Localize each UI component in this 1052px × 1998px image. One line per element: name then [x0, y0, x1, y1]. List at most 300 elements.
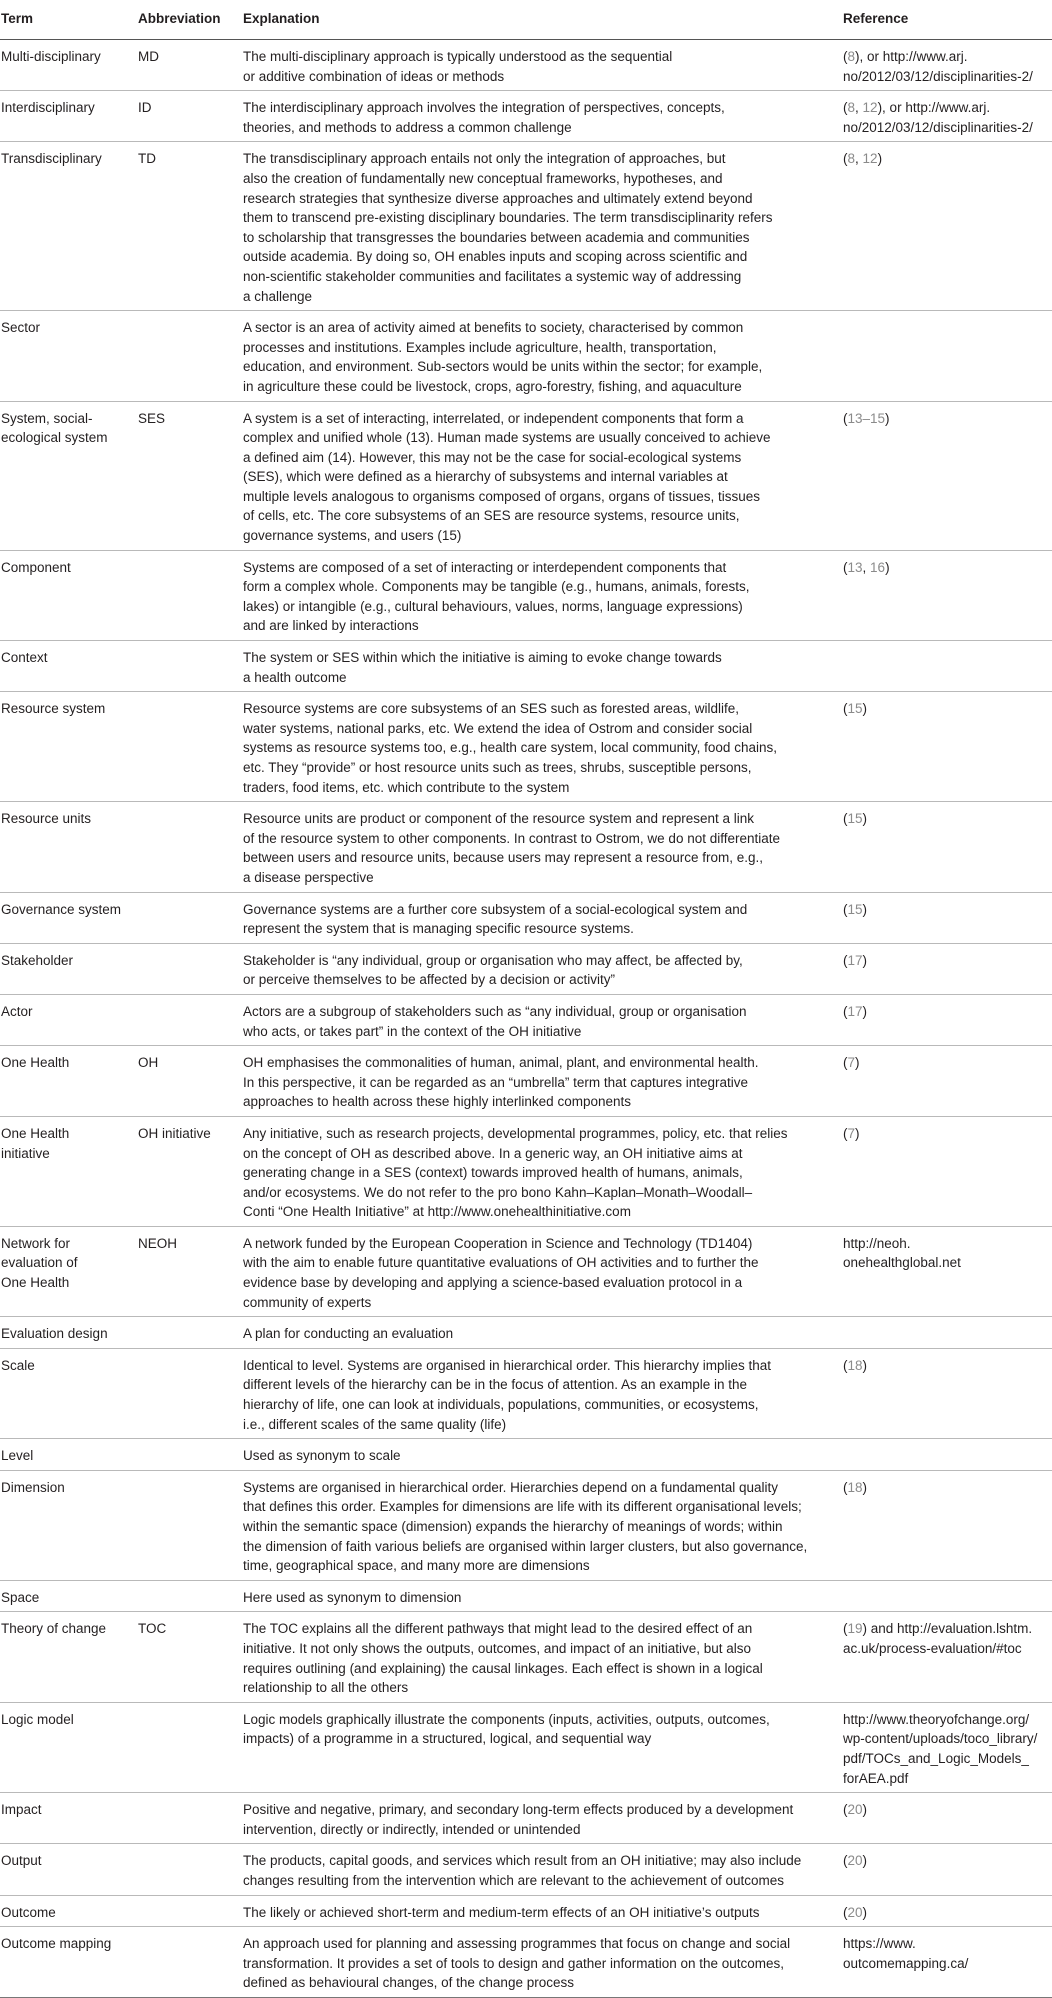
explanation-line: (SES), which were defined as a hierarchy of subsystems and internal variables at [243, 469, 728, 485]
table-row [0, 1470, 1052, 1580]
reference-text: ( [843, 1125, 848, 1141]
reference-line [843, 118, 1046, 138]
reference-text: ) [862, 901, 868, 917]
citation-number: 12 [862, 100, 878, 116]
term-cell [0, 943, 137, 994]
abbreviation-cell [137, 1702, 242, 1792]
reference-text: ) [862, 952, 868, 968]
term-line: Context [1, 650, 48, 666]
explanation-cell [242, 1702, 842, 1792]
term-line: Outcome [1, 1904, 56, 1920]
term-cell [0, 1116, 137, 1226]
term-cell [0, 311, 137, 401]
term-line: Space [1, 1589, 40, 1605]
explanation-cell [242, 1116, 842, 1226]
reference-line [843, 1234, 1046, 1254]
abbreviation-cell [137, 550, 242, 640]
abbreviation-cell: MD [137, 40, 242, 91]
table-row [0, 994, 1052, 1045]
reference-text: forAEA.pdf [843, 1770, 909, 1786]
explanation-line: processes and institutions. Examples include agriculture, health, transportation, [243, 339, 717, 355]
citation-number: 15 [847, 701, 863, 717]
reference-text: ) [862, 1003, 868, 1019]
term-line: ecological system [1, 430, 108, 446]
abbreviation-cell [137, 1470, 242, 1580]
reference-line [843, 1749, 1046, 1769]
explanation-line: a challenge [243, 288, 313, 304]
explanation-line: The multi-disciplinary approach is typically understood as the sequential [243, 49, 673, 64]
explanation-cell [242, 1793, 842, 1844]
explanation-line: relationship to all the others [243, 1680, 409, 1696]
explanation-cell [242, 692, 842, 802]
explanation-cell [242, 1439, 842, 1471]
reference-cell [842, 1895, 1052, 1927]
explanation-line: the dimension of faith various beliefs are organised within larger clusters, but also governance, [243, 1538, 808, 1554]
term-line: Logic model [1, 1711, 74, 1727]
citation-number: 12 [862, 151, 878, 167]
abbreviation-cell: SES [137, 401, 242, 550]
reference-text: ( [843, 1357, 848, 1373]
reference-text: http://www.theoryofchange.org/ [843, 1711, 1030, 1727]
abbreviation-cell [137, 1793, 242, 1844]
reference-cell [842, 943, 1052, 994]
explanation-line: education, and environment. Sub-sectors would be units within the sector; for example, [243, 359, 763, 375]
table-row [0, 1317, 1052, 1349]
reference-line [843, 1002, 1046, 1022]
reference-text: ), or http://www.arj. [877, 100, 991, 116]
abbreviation-cell: TD [137, 142, 242, 311]
reference-text: no/2012/03/12/disciplinarities-2/ [843, 68, 1033, 84]
reference-cell [842, 1116, 1052, 1226]
table-row [0, 692, 1052, 802]
explanation-cell [242, 1046, 842, 1117]
reference-line [843, 1729, 1046, 1749]
explanation-line: them to transcend pre-existing disciplinary boundaries. The term transdisciplinarity refers [243, 210, 773, 226]
reference-line [843, 809, 1046, 829]
table-row [0, 1895, 1052, 1927]
reference-cell [842, 1580, 1052, 1612]
table-header [0, 0, 1052, 40]
explanation-line: The interdisciplinary approach involves the integration of perspectives, concepts, [243, 100, 725, 116]
abbreviation-cell [137, 692, 242, 802]
abbreviation-cell [137, 1927, 242, 1998]
term-line: Multi-disciplinary [1, 49, 101, 64]
reference-cell [842, 692, 1052, 802]
reference-line [843, 1124, 1046, 1144]
abbreviation-cell: OH initiative [137, 1116, 242, 1226]
explanation-cell [242, 1317, 842, 1349]
citation-number: 20 [847, 1802, 863, 1818]
abbreviation-cell [137, 892, 242, 943]
explanation-line: theories, and methods to address a common challenge [243, 119, 572, 135]
explanation-cell [242, 401, 842, 550]
reference-cell [842, 1927, 1052, 1998]
header-reference: Reference [842, 0, 1052, 40]
explanation-line: The system or SES within which the initiative is aiming to evoke change towards [243, 650, 722, 666]
reference-text: wp-content/uploads/toco_library/ [843, 1731, 1038, 1747]
reference-cell [842, 1317, 1052, 1349]
explanation-line: generating change in a SES (context) towards improved health of humans, animals, [243, 1165, 743, 1181]
explanation-line: Actors are a subgroup of stakeholders such as “any individual, group or organisation [243, 1003, 747, 1019]
reference-cell [842, 1470, 1052, 1580]
explanation-line: Governance systems are a further core subsystem of a social-ecological system and [243, 901, 748, 917]
explanation-line: initiative. It not only shows the outputs, outcomes, and impact of an initiative, but also [243, 1640, 752, 1656]
term-cell [0, 1580, 137, 1612]
explanation-line: a disease perspective [243, 869, 374, 885]
reference-line [843, 98, 1046, 118]
term-cell [0, 892, 137, 943]
term-line: Impact [1, 1802, 42, 1818]
term-line: Sector [1, 320, 41, 336]
reference-text: ) [862, 1357, 868, 1373]
abbreviation-cell: OH [137, 1046, 242, 1117]
abbreviation-cell [137, 802, 242, 892]
reference-text: ( [843, 100, 848, 116]
explanation-line: The likely or achieved short-term and medium-term effects of an OH initiative’s outputs [243, 1904, 760, 1920]
explanation-line: A network funded by the European Cooperation in Science and Technology (TD1404) [243, 1235, 753, 1251]
abbreviation-cell [137, 1439, 242, 1471]
reference-text: ) [862, 1853, 868, 1869]
abbreviation-cell [137, 641, 242, 692]
explanation-line: on the concept of OH as described above. In a generic way, an OH initiative aims at [243, 1145, 743, 1161]
table-row [0, 802, 1052, 892]
explanation-line: and are linked by interactions [243, 618, 419, 634]
reference-text: ( [843, 49, 848, 64]
reference-line [843, 1619, 1046, 1639]
explanation-cell [242, 550, 842, 640]
explanation-cell [242, 892, 842, 943]
explanation-line: The TOC explains all the different pathways that might lead to the desired effect of an [243, 1621, 753, 1637]
explanation-line: with the aim to enable future quantitative evaluations of OH activities and to further the [243, 1255, 759, 1271]
reference-cell [842, 892, 1052, 943]
explanation-line: represent the system that is managing specific resource systems. [243, 921, 634, 937]
table-row [0, 401, 1052, 550]
term-cell [0, 550, 137, 640]
table-row [0, 1612, 1052, 1702]
explanation-line: Positive and negative, primary, and secondary long-term effects produced by a development [243, 1802, 794, 1818]
reference-text: ( [843, 1479, 848, 1495]
citation-number: 18 [847, 1357, 863, 1373]
explanation-line: transformation. It provides a set of tools to design and gather information on the outcomes, [243, 1955, 785, 1971]
explanation-cell [242, 91, 842, 142]
term-line: Theory of change [1, 1621, 107, 1637]
abbreviation-cell: NEOH [137, 1226, 242, 1316]
explanation-line: and/or ecosystems. We do not refer to the pro bono Kahn–Kaplan–Monath–Woodall– [243, 1184, 753, 1200]
reference-text: ) [855, 1125, 860, 1141]
explanation-cell [242, 1226, 842, 1316]
explanation-line: traders, food items, etc. which contribute to the system [243, 779, 570, 795]
table-row [0, 892, 1052, 943]
term-line: Stakeholder [1, 952, 74, 968]
explanation-line: that defines this order. Examples for dimensions are life with its different organisational levels; [243, 1499, 802, 1515]
explanation-line: within the semantic space (dimension) expands the hierarchy of meanings of words; within [243, 1519, 783, 1534]
explanation-line: Resource units are product or component of the resource system and represent a link [243, 811, 755, 827]
explanation-line: multiple levels analogous to organisms composed of organs, organs of tissues, tissues [243, 488, 761, 504]
reference-cell [842, 142, 1052, 311]
term-cell [0, 401, 137, 550]
reference-text: ) and http://evaluation.lshtm. [862, 1621, 1033, 1637]
table-row [0, 142, 1052, 311]
reference-cell [842, 1702, 1052, 1792]
term-cell [0, 1702, 137, 1792]
term-line: Output [1, 1853, 42, 1869]
citation-number: 13 [847, 559, 863, 575]
reference-line [843, 1800, 1046, 1820]
explanation-line: In this perspective, it can be regarded as an “umbrella” term that captures integrative [243, 1074, 749, 1090]
explanation-line: Any initiative, such as research projects, developmental programmes, policy, etc. that relies [243, 1125, 788, 1141]
reference-cell [842, 1439, 1052, 1471]
reference-line [843, 1356, 1046, 1376]
table-row [0, 1348, 1052, 1438]
table-row [0, 1793, 1052, 1844]
explanation-line: An approach used for planning and assessing programmes that focus on change and social [243, 1936, 791, 1952]
reference-cell [842, 641, 1052, 692]
term-line: Scale [1, 1357, 35, 1373]
explanation-cell [242, 40, 842, 91]
reference-text: ( [843, 1853, 848, 1869]
citation-number: 7 [847, 1055, 856, 1071]
explanation-line: Resource systems are core subsystems of an SES such as forested areas, wildlife, [243, 701, 739, 717]
reference-text: ( [843, 1802, 848, 1818]
term-line: Resource units [1, 811, 92, 827]
citation-number: 20 [847, 1853, 863, 1869]
header-term: Term [0, 0, 137, 40]
explanation-line: The transdisciplinary approach entails not only the integration of approaches, but [243, 151, 726, 167]
reference-line [843, 1253, 1046, 1273]
explanation-cell [242, 311, 842, 401]
explanation-line: in agriculture these could be livestock, crops, agro-forestry, fishing, and aquaculture [243, 378, 742, 394]
term-cell [0, 1470, 137, 1580]
citation-number: 16 [870, 559, 886, 575]
reference-text: ( [843, 1003, 848, 1019]
citation-number: 15 [847, 811, 863, 827]
explanation-line: lakes) or intangible (e.g., cultural behaviours, values, norms, language expressions) [243, 598, 743, 614]
reference-line [843, 951, 1046, 971]
term-line: Resource system [1, 701, 106, 717]
term-cell [0, 802, 137, 892]
reference-text: ( [843, 1055, 848, 1071]
reference-cell [842, 994, 1052, 1045]
reference-line [843, 47, 1046, 67]
citation-number: 7 [847, 1125, 856, 1141]
explanation-line: or perceive themselves to be affected by a decision or activity” [243, 972, 615, 988]
reference-cell [842, 550, 1052, 640]
abbreviation-cell: TOC [137, 1612, 242, 1702]
reference-text: ) [885, 410, 890, 426]
explanation-line: OH emphasises the commonalities of human, animal, plant, and environmental health. [243, 1055, 759, 1071]
citation-number: 17 [847, 1003, 863, 1019]
explanation-cell [242, 802, 842, 892]
term-cell [0, 994, 137, 1045]
reference-text: ) [862, 1904, 868, 1920]
reference-line [843, 1903, 1046, 1923]
citation-number: 20 [847, 1904, 863, 1920]
explanation-cell [242, 1844, 842, 1895]
abbreviation-cell [137, 1348, 242, 1438]
explanation-line: non-scientific stakeholder communities and facilitates a systemic way of addressing [243, 268, 742, 284]
reference-cell [842, 40, 1052, 91]
reference-cell [842, 1226, 1052, 1316]
abbreviation-cell [137, 943, 242, 994]
reference-text: , [855, 151, 863, 167]
table-row [0, 550, 1052, 640]
explanation-line: The products, capital goods, and services which result from an OH initiative; may also include [243, 1853, 802, 1869]
explanation-line: evidence base by developing and applying a science-based evaluation protocol in a [243, 1275, 743, 1291]
reference-text: onehealthglobal.net [843, 1255, 961, 1271]
term-line: Outcome mapping [1, 1936, 112, 1952]
citation-number: 8 [847, 49, 856, 64]
explanation-line: Used as synonym to scale [243, 1448, 401, 1464]
reference-cell [842, 1046, 1052, 1117]
table-row [0, 1702, 1052, 1792]
reference-cell [842, 1844, 1052, 1895]
term-line: Network for [1, 1235, 71, 1251]
explanation-line: intervention, directly or indirectly, intended or unintended [243, 1821, 581, 1837]
citation-number: 13–15 [847, 410, 886, 426]
abbreviation-cell [137, 1580, 242, 1612]
term-line: Level [1, 1448, 34, 1464]
reference-text: , [862, 559, 871, 575]
term-cell [0, 1927, 137, 1998]
abbreviation-cell [137, 994, 242, 1045]
reference-line [843, 149, 1046, 169]
explanation-line: also the creation of fundamentally new conceptual frameworks, hypotheses, and [243, 170, 723, 186]
explanation-line: a defined aim (14). However, this may not be the case for social-ecological systems [243, 449, 742, 465]
reference-text: ) [862, 811, 868, 827]
explanation-line: systems as resource systems too, e.g., health care system, local community, food chains, [243, 740, 777, 756]
reference-line [843, 558, 1046, 578]
reference-cell [842, 91, 1052, 142]
reference-text: ( [843, 1621, 848, 1637]
term-line: initiative [1, 1145, 50, 1161]
reference-text: ) [885, 559, 890, 575]
citation-number: 8 [847, 151, 856, 167]
explanation-cell [242, 1348, 842, 1438]
term-cell [0, 641, 137, 692]
term-cell [0, 1226, 137, 1316]
citation-number: 19 [847, 1621, 863, 1637]
explanation-line: A plan for conducting an evaluation [243, 1326, 454, 1342]
reference-text: pdf/TOCs_and_Logic_Models_ [843, 1750, 1029, 1766]
table-row [0, 40, 1052, 91]
term-cell [0, 1348, 137, 1438]
reference-text: ( [843, 151, 848, 167]
explanation-line: or additive combination of ideas or methods [243, 68, 505, 84]
reference-line [843, 1478, 1046, 1498]
explanation-line: time, geographical space, and many more are dimensions [243, 1558, 590, 1574]
term-line: Evaluation design [1, 1326, 108, 1342]
explanation-line: community of experts [243, 1294, 372, 1310]
explanation-line: water systems, national parks, etc. We extend the idea of Ostrom and consider social [243, 720, 753, 736]
reference-line [843, 900, 1046, 920]
reference-line [843, 1769, 1046, 1789]
reference-text: ) [877, 151, 883, 167]
reference-text: ( [843, 901, 848, 917]
reference-line [843, 1639, 1046, 1659]
abbreviation-cell: ID [137, 91, 242, 142]
reference-text: no/2012/03/12/disciplinarities-2/ [843, 119, 1033, 135]
reference-line [843, 1710, 1046, 1730]
table-row [0, 1439, 1052, 1471]
explanation-line: complex and unified whole (13). Human made systems are usually conceived to achieve [243, 430, 771, 446]
explanation-line: Systems are composed of a set of interacting or interdependent components that [243, 559, 727, 575]
table-row [0, 1116, 1052, 1226]
explanation-line: hierarchy of life, one can look at individuals, populations, communities, or ecosystems, [243, 1397, 759, 1413]
term-cell [0, 1844, 137, 1895]
term-line: Interdisciplinary [1, 100, 95, 116]
table-row [0, 641, 1052, 692]
explanation-line: Logic models graphically illustrate the components (inputs, activities, outputs, outcomes, [243, 1711, 770, 1727]
reference-text: ( [843, 1904, 848, 1920]
explanation-line: outside academia. By doing so, OH enables inputs and scoping across scientific and [243, 249, 748, 265]
explanation-line: research strategies that synthesize diverse approaches and ultimately extend beyond [243, 190, 753, 206]
explanation-cell [242, 1895, 842, 1927]
explanation-cell [242, 943, 842, 994]
term-cell [0, 1317, 137, 1349]
reference-line [843, 1954, 1046, 1974]
reference-cell [842, 401, 1052, 550]
explanation-cell [242, 994, 842, 1045]
table-row [0, 943, 1052, 994]
term-line: One Health [1, 1055, 70, 1071]
reference-text: ( [843, 559, 848, 575]
explanation-line: approaches to health across these highly interlinked components [243, 1094, 631, 1110]
reference-line [843, 699, 1046, 719]
table-row [0, 311, 1052, 401]
reference-text: ( [843, 701, 848, 717]
explanation-line: of the resource system to other components. In contrast to Ostrom, we do not differentiate [243, 830, 781, 846]
explanation-line: requires outlining (and explaining) the causal linkages. Each effect is shown in a logical [243, 1660, 763, 1676]
explanation-line: who acts, or takes part” in the context of the OH initiative [243, 1023, 582, 1039]
table-row [0, 1580, 1052, 1612]
explanation-line: form a complex whole. Components may be tangible (e.g., humans, animals, forests, [243, 579, 750, 595]
term-cell [0, 1793, 137, 1844]
term-cell [0, 91, 137, 142]
header-row [0, 0, 1052, 40]
term-line: Transdisciplinary [1, 151, 102, 167]
reference-text: http://neoh. [843, 1235, 911, 1251]
table-row [0, 91, 1052, 142]
explanation-line: i.e., different scales of the same quality (life) [243, 1416, 507, 1432]
explanation-cell [242, 1612, 842, 1702]
explanation-line: Identical to level. Systems are organised in hierarchical order. This hierarchy implies that [243, 1357, 771, 1373]
term-cell [0, 1895, 137, 1927]
reference-text: ), or http://www.arj. [855, 49, 968, 64]
reference-text: ) [855, 1055, 860, 1071]
citation-number: 18 [847, 1479, 863, 1495]
explanation-line: a health outcome [243, 669, 347, 685]
reference-cell [842, 1612, 1052, 1702]
explanation-line: impacts) of a programme in a structured, logical, and sequential way [243, 1731, 652, 1747]
explanation-cell [242, 142, 842, 311]
reference-text: ) [862, 701, 868, 717]
explanation-cell [242, 641, 842, 692]
abbreviation-cell [137, 1317, 242, 1349]
term-line: evaluation of [1, 1255, 78, 1271]
reference-line [843, 1053, 1046, 1073]
abbreviation-cell [137, 1895, 242, 1927]
explanation-line: to scholarship that transgresses the boundaries between academia and communities [243, 229, 750, 245]
reference-cell [842, 311, 1052, 401]
term-line: Actor [1, 1003, 33, 1019]
explanation-line: between users and resource units, because users may represent a resource from, e.g., [243, 850, 764, 866]
reference-line [843, 1851, 1046, 1871]
header-explanation: Explanation [242, 0, 842, 40]
citation-number: 17 [847, 952, 863, 968]
explanation-line: Systems are organised in hierarchical order. Hierarchies depend on a fundamental quality [243, 1479, 779, 1495]
citation-number: 8 [847, 100, 856, 116]
reference-line [843, 67, 1046, 87]
